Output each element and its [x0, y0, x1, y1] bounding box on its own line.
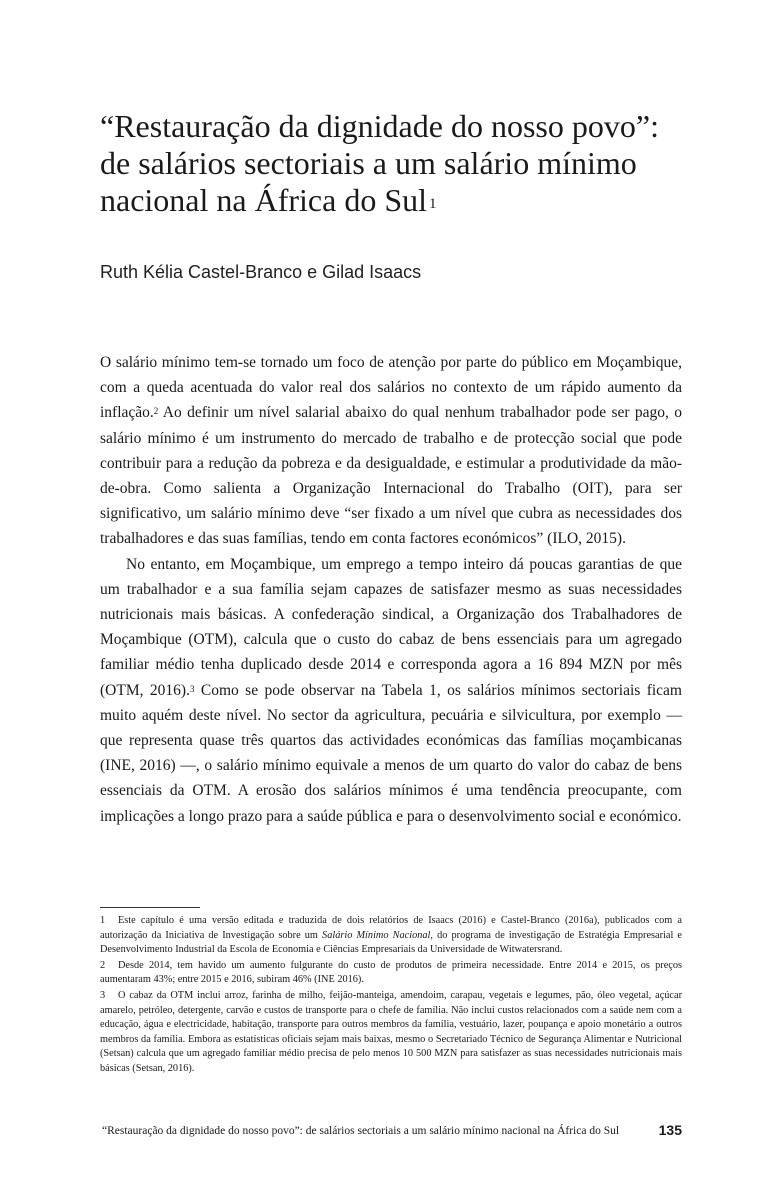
- paragraph-2-part-b: Como se pode observar na Tabela 1, os salários mínimos sectoriais ficam muito aquém deste nível. No sector da agricultura, pecuária e silvicultura, por exemplo — que representa quase três quartos das actividades económicas das famílias moçambicanas (INE, 2016) —, o salário mínimo equivale a menos de um quarto do valor do cabaz de bens essenciais da OTM. A erosão dos salários mínimos é uma tendência preocupante, com implicações a longo prazo para a saúde pública e para o desenvolvimento social e económico.: [100, 681, 682, 825]
- page-footer: [100, 1122, 682, 1140]
- footnote-divider: [100, 907, 200, 908]
- footnote-text-cont: , do programa de investigação de Estratégia Empresarial e Desenvolvimento Industrial da Escola de Economia e Ciências Empresariais da Universidade de Witwatersrand.: [100, 929, 682, 956]
- title-line-1: “Restauração da dignidade do nosso povo”:: [100, 108, 659, 144]
- paragraph-1: [100, 350, 682, 552]
- footnote-text: Este capítulo é uma versão editada e traduzida de dois relatórios de Isaacs (2016) e Castel-Branco (2016a), publicados com a autorização da Iniciativa de Investigação sobre um: [100, 915, 682, 941]
- footnote-3: [100, 989, 682, 1077]
- title-line-3: [100, 182, 700, 219]
- footnote-number: 3: [100, 989, 106, 1001]
- footnote-emphasis: Salário Mínimo Nacional: [322, 929, 431, 941]
- footnote-number: 1: [100, 915, 106, 926]
- footnote-ref-2[interactable]: 2: [153, 406, 159, 417]
- footnote-2: [100, 959, 682, 988]
- title-line-2: de salários sectoriais a um salário mínimo: [100, 145, 637, 181]
- title-footnote-ref[interactable]: 1: [429, 196, 437, 212]
- running-head: “Restauração da dignidade do nosso povo”: de salários sectoriais a um salário mínimo nacional na África do Sul: [102, 1125, 620, 1137]
- body-text: [100, 350, 682, 829]
- chapter-title: [100, 108, 700, 219]
- title-line-3-text: nacional na África do Sul: [100, 182, 427, 218]
- paragraph-1-part-b: Ao definir um nível salarial abaixo do qual nenhum trabalhador pode ser pago, o salário mínimo é um instrumento do mercado de trabalho e de protecção social que pode contribuir para a redução da pobreza e da desigualdade, e estimular a produtividade da mão-de-obra. Como salienta a Organização Internacional do Trabalho (OIT), para ser significativo, um salário mínimo deve “ser fixado a um nível que cubra as necessidades dos trabalhadores e das suas famílias, tendo em conta factores económicos” (ILO, 2015).: [100, 404, 682, 548]
- footnote-text: O cabaz da OTM inclui arroz, farinha de milho, feijão-manteiga, amendoim, carapau, vegetais e legumes, pão, óleo vegetal, açúcar amarelo, petróleo, detergente, carvão e custos de transporte para o chefe de família. Não inclui custos relacionados com a saúde nem com a educação, água e electricidade, habitação, transporte para outros membros da família, vestuário, lazer, poupança e apoio monetário a outros membros da família. Embora as estatísticas oficiais sejam mais baixas, mesmo o Secretariado Técnico de Segurança Alimentar e Nutricional (Setsan) calcula que um agregado familiar médio precisa de pelo menos 10 500 MZN para satisfazer as suas necessidades nutricionais mais básicas (Setsan, 2016).: [100, 989, 682, 1074]
- paragraph-1-part-a: O salário mínimo tem-se tornado um foco de atenção por parte do público em Moçambique, com a queda acentuada do valor real dos salários no contexto de um rápido aumento da inflação.: [100, 354, 682, 422]
- footnote-number: 2: [100, 959, 106, 971]
- footnote-ref-3[interactable]: 3: [189, 683, 195, 694]
- chapter-authors: Ruth Kélia Castel-Branco e Gilad Isaacs: [100, 262, 422, 282]
- paragraph-2-part-a: No entanto, em Moçambique, um emprego a tempo inteiro dá poucas garantias de que um trabalhador e a sua família sejam capazes de satisfazer mesmo as suas necessidades nutricionais mais básicas. A confederação sindical, a Organização dos Trabalhadores de Moçambique (OTM), calcula que o custo do cabaz de bens essenciais para um agregado familiar médio tenha duplicado desde 2014 e corresponda agora a 16 894 MZN por mês (OTM, 2016).: [100, 555, 682, 699]
- paragraph-2: [100, 552, 682, 829]
- footnote-text: Desde 2014, tem havido um aumento fulgurante do custo de produtos de primeira necessidade. Entre 2014 e 2015, os preços aumentaram 43%; entre 2015 e 2016, subiram 46% (INE 2016).: [100, 959, 682, 986]
- footnotes: [100, 914, 682, 1078]
- page-number: 135: [658, 1122, 682, 1138]
- footnote-1: [100, 914, 682, 958]
